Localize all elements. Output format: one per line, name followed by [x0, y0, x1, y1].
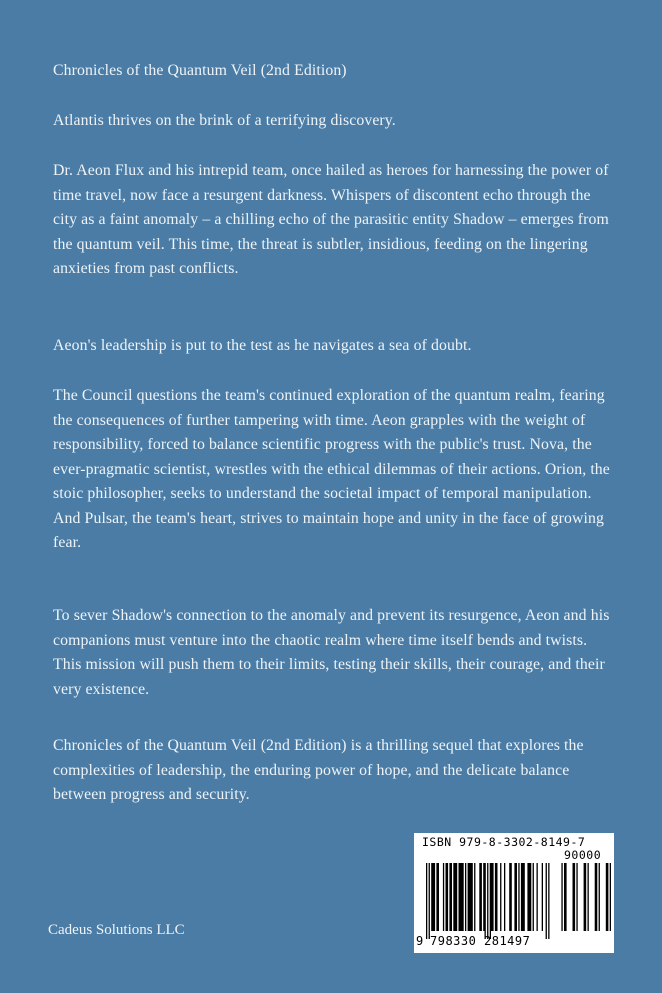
barcode-bar: [491, 863, 494, 931]
barcode-bar: [453, 863, 457, 931]
addon-bar: [595, 863, 598, 931]
price-code: 90000: [564, 848, 602, 862]
barcode-bar: [459, 863, 464, 931]
blurb-paragraph-6: Chronicles of the Quantum Veil (2nd Edition) is a thrilling sequel that explores the complexities of leadership, the enduring power of hope, and the delicate balance between progress and security.: [53, 737, 584, 803]
addon-bar: [573, 863, 576, 931]
barcode-bar: [546, 863, 547, 939]
barcode-bar: [429, 863, 430, 939]
isbn-barcode: [414, 833, 614, 953]
addon-bar: [584, 863, 587, 931]
barcode-bar: [514, 863, 517, 931]
barcode-bar: [490, 863, 491, 939]
barcode-right-group: 281497: [484, 934, 531, 948]
barcode-bar: [426, 863, 427, 939]
barcode-bar: [509, 863, 512, 931]
barcode-bar: [436, 863, 439, 931]
barcode-bar: [521, 863, 525, 931]
barcode-bar: [500, 863, 501, 931]
addon-bar: [561, 863, 562, 931]
barcode-bar: [474, 863, 475, 931]
barcode-bar: [487, 863, 488, 939]
blurb-paragraph-5: To sever Shadow's connection to the anomaly and prevent its resurgence, Aeon and his companions must venture into the chaotic realm where time itself bends and twists. This mission will push them to their limits, testing their skills, their courage, and their very existence.: [53, 607, 610, 698]
blurb-paragraph-1: Atlantis thrives on the brink of a terrifying discovery.: [53, 112, 396, 129]
barcode-bar: [483, 863, 484, 931]
addon-bar: [610, 863, 611, 931]
addon-bar: [564, 863, 567, 931]
barcode-bar: [443, 863, 444, 931]
publisher-name: Cadeus Solutions LLC: [48, 922, 185, 938]
isbn-label: ISBN 979-8-3302-8149-7: [422, 835, 586, 849]
blurb-paragraph-3: Aeon's leadership is put to the test as he navigates a sea of doubt.: [53, 337, 472, 354]
barcode-bar: [446, 863, 449, 931]
barcode-bar: [431, 863, 435, 931]
addon-bar: [576, 863, 577, 931]
barcode-first-digit: 9: [416, 934, 424, 948]
barcode-bar: [465, 863, 466, 931]
barcode-bar: [449, 863, 452, 931]
barcode-bar: [533, 863, 534, 931]
barcode-bar: [548, 863, 549, 939]
barcode-bar: [468, 863, 473, 931]
barcode-bar: [479, 863, 482, 931]
barcode-bar: [504, 863, 505, 931]
barcode-bar: [537, 863, 538, 931]
barcode-bar: [518, 863, 519, 931]
book-title-line: Chronicles of the Quantum Veil (2nd Edition): [53, 62, 347, 79]
blurb-paragraph-2: Dr. Aeon Flux and his intrepid team, once hailed as heroes for harnessing the power of time travel, now face a resurgent darkness. Whispers of discontent echo through the city as a faint anomaly – a chilling echo of the parasitic entity Shadow – emerges from the quantum veil. This time, the threat is subtler, insidious, feeding on the lingering anxieties from past conflicts.: [53, 162, 609, 277]
addon-bar: [606, 863, 609, 931]
barcode-bar: [485, 863, 486, 939]
addon-bar: [599, 863, 600, 931]
addon-bar: [588, 863, 589, 931]
barcode-bar: [495, 863, 498, 931]
barcode-bar: [542, 863, 543, 931]
barcode-bar: [527, 863, 531, 931]
blurb-paragraph-4: The Council questions the team's continued exploration of the quantum realm, fearing the consequences of further tampering with time. Aeon grapples with the weight of responsibility, forced to balance scientific progress with the public's trust. Nova, the ever-pragmatic scientist, wrestles with the ethical dilemmas of their actions. Orion, the stoic philosopher, seeks to understand the societal impact of temporal manipulation. And Pulsar, the team's heart, strives to maintain hope and unity in the face of growing fear.: [53, 387, 610, 551]
barcode-left-group: 798330: [430, 934, 477, 948]
